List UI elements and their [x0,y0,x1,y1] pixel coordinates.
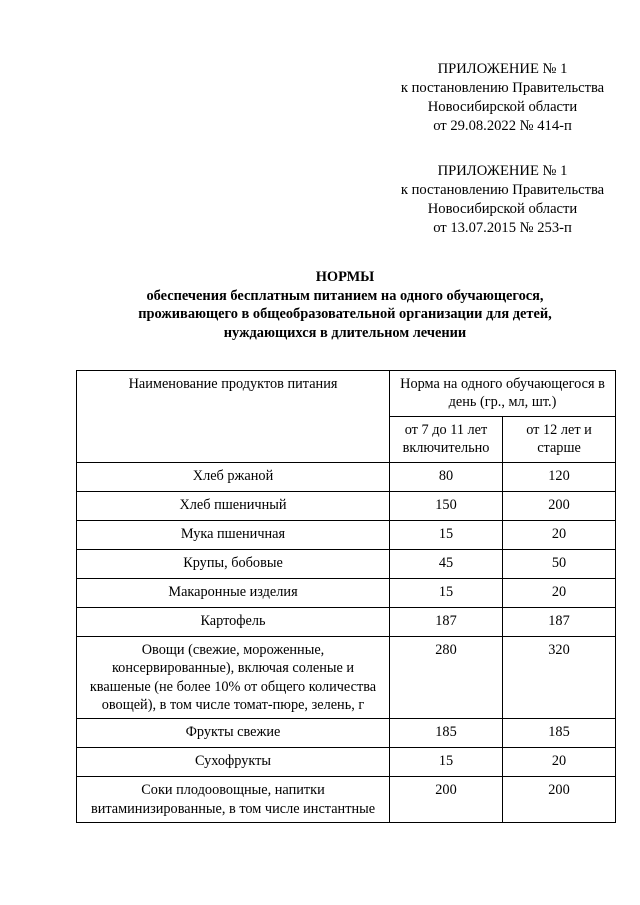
appendix-original-block [380,162,625,238]
table-row [77,719,616,748]
appendix-resolution-line: к постановлению Правительства [400,80,605,96]
norm-age-12-plus-cell: 187 [503,607,616,636]
norm-age-12-plus-cell: 200 [503,777,616,823]
norm-age-7-11-cell: 15 [390,748,503,777]
document-subtitle-line: проживающего в общеобразовательной организации для детей, [138,306,552,322]
appendix-resolution-line: к постановлению Правительства [400,182,605,198]
norm-age-12-plus-cell: 20 [503,748,616,777]
norm-age-7-11-cell: 150 [390,491,503,520]
table-row [77,520,616,549]
norm-age-7-11-cell: 280 [390,636,503,719]
product-name-cell: Сухофрукты [77,748,390,777]
column-header-age-12-plus: от 12 лет и старше [503,416,616,462]
table-row [77,748,616,777]
product-name-cell: Мука пшеничная [77,520,390,549]
column-header-norm: Норма на одного обучающегося в день (гр., мл, шт.) [390,371,616,417]
product-name-cell: Макаронные изделия [77,578,390,607]
appendix-title: ПРИЛОЖЕНИЕ № 1 [437,163,568,179]
norm-age-7-11-cell: 15 [390,520,503,549]
appendix-date-number: от 29.08.2022 № 414-п [433,118,572,134]
product-name-cell: Соки плодоовощные, напитки витаминизированные, в том числе инстантные [77,777,390,823]
norm-age-7-11-cell: 45 [390,549,503,578]
table-row [77,549,616,578]
column-header-age-7-11: от 7 до 11 лет включительно [390,416,503,462]
product-name-cell: Хлеб ржаной [77,462,390,491]
table-row [77,462,616,491]
product-name-cell: Овощи (свежие, мороженные, консервированные), включая соленые и квашеные (не более 10% от общего количества овощей), в том числе томат-пюре, зелень, г [77,636,390,719]
table-row [77,636,616,719]
norm-age-12-plus-cell: 320 [503,636,616,719]
document-heading [80,268,610,342]
document-subtitle-line: нуждающихся в длительном лечении [223,324,467,341]
appendix-region-line: Новосибирской области [427,99,578,115]
column-header-product: Наименование продуктов питания [77,371,390,463]
norm-age-12-plus-cell: 50 [503,549,616,578]
norm-age-12-plus-cell: 20 [503,520,616,549]
norm-age-7-11-cell: 185 [390,719,503,748]
norm-age-7-11-cell: 15 [390,578,503,607]
appendix-region-line: Новосибирской области [427,201,578,217]
product-name-cell: Картофель [77,607,390,636]
table-row [77,578,616,607]
appendix-date-number: от 13.07.2015 № 253-п [433,220,572,236]
document-subtitle-line: обеспечения бесплатным питанием на одного обучающегося, [146,287,544,304]
table-row [77,607,616,636]
product-name-cell: Фрукты свежие [77,719,390,748]
product-name-cell: Хлеб пшеничный [77,491,390,520]
product-name-cell: Крупы, бобовые [77,549,390,578]
norm-age-7-11-cell: 80 [390,462,503,491]
table-header-row [77,371,616,417]
norm-age-12-plus-cell: 120 [503,462,616,491]
table-row [77,777,616,823]
norm-age-7-11-cell: 187 [390,607,503,636]
table-row [77,491,616,520]
appendix-current-block [380,60,625,136]
nutrition-norms-table [76,370,616,823]
norm-age-12-plus-cell: 185 [503,719,616,748]
document-title: НОРМЫ [315,269,375,285]
appendix-title: ПРИЛОЖЕНИЕ № 1 [437,61,568,77]
norm-age-12-plus-cell: 20 [503,578,616,607]
norm-age-12-plus-cell: 200 [503,491,616,520]
norm-age-7-11-cell: 200 [390,777,503,823]
